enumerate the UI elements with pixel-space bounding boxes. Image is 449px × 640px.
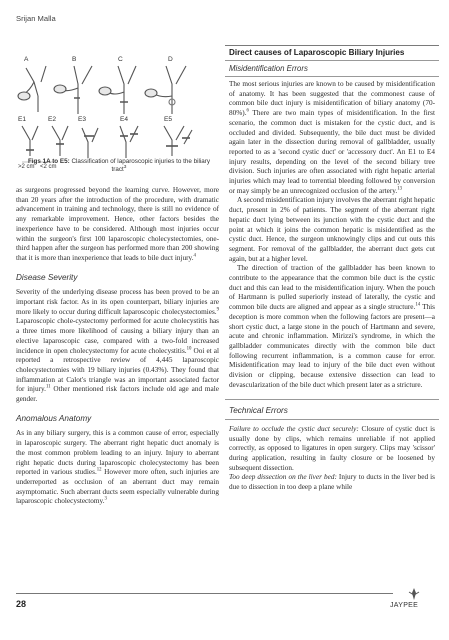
paragraph-text: As in any biliary surgery, this is a common cause of error, especially in laparoscopic surgery. The aberrant right hepatic duct anomaly is the most common problem leading to an injury. Injury to aberrant right hepatic ducts during laparoscopic cholecystectomy has been reported in various studies. — [16, 429, 219, 477]
paragraph — [229, 425, 435, 474]
section-title: Direct causes of Laparoscopic Biliary Injuries — [229, 48, 405, 57]
paragraph-lead-in: Failure to occlude the cystic duct securely: — [229, 424, 359, 433]
section-heading-anomalous-anatomy: Anomalous Anatomy — [16, 413, 92, 423]
paragraph-text: Severity of the underlying disease process has been proved to be an important risk factor. As in its open counterpart, biliary injuries are more likely to occur during difficult laparoscopic cholecystectomies. — [16, 288, 219, 316]
paragraph — [229, 473, 435, 492]
section-rule — [225, 419, 439, 420]
running-header-author: Srijan Malla — [16, 14, 56, 23]
figure-caption-text: Classification of laparoscopic injuries to the biliary tract — [69, 158, 211, 174]
section-rule — [225, 60, 439, 61]
section-rule — [225, 399, 439, 400]
right-column — [229, 80, 435, 493]
citation-ref: 6 — [246, 108, 249, 114]
paragraph — [229, 196, 435, 264]
paragraph-lead-in: Too deep dissection on the liver bed: — [229, 473, 337, 482]
figure-caption — [26, 158, 212, 175]
figure-distance-label: >2 cm — [18, 164, 35, 170]
citation-ref: 10 — [186, 346, 192, 352]
subsection-title: Misidentification Errors — [229, 64, 308, 73]
publisher-name: JAYPEE — [390, 602, 419, 609]
figure-panel-label: E1 — [18, 116, 27, 123]
publisher-logo-icon — [406, 587, 422, 601]
figure-illustration — [16, 52, 220, 197]
left-column — [16, 186, 219, 507]
citation-ref: 12 — [96, 467, 102, 473]
footer-rule — [16, 593, 393, 594]
paragraph-text: The most serious injuries are known to be caused by misidentification of anatomy. It has been suggested that the commonest cause of common bile duct injury is misidentification of biliary anatomy (70-80%). — [229, 80, 435, 118]
section-rule — [225, 76, 439, 77]
citation-ref: 14 — [415, 302, 421, 308]
figure-biliary-injury-classification — [16, 52, 220, 197]
citation-ref: 9 — [216, 307, 219, 313]
paragraph-text: Other mentioned risk factors include old age and male gender. — [16, 385, 219, 404]
citation-ref: 3 — [104, 496, 107, 502]
paragraph — [229, 264, 435, 390]
paragraph-text: Laparoscopic chole-cystectomy performed for acute cholecystitis has a three times more likelihood of causing a biliary injury than an elective laparoscopic case, compared with a two-fold increased incidence in open cholecystectomy for acute cholecystitis. — [16, 317, 219, 355]
figure-panel-label: A — [24, 56, 29, 63]
figure-panel-label: D — [168, 56, 173, 63]
paragraph-text: Injury to ducts in the liver bed is due to dissection in too deep a plane while — [229, 473, 436, 492]
section-heading-disease-severity: Disease Severity — [16, 272, 78, 282]
figure-caption-number: Figs 1A to E5: — [27, 158, 70, 165]
paragraph-text: However more often, such injuries are underreported as occlusion of an aberrant duct may remain asymptomatic. Such aberrant ducts seem especially vulnerable during laparoscopic cholecystectomy. — [16, 468, 219, 506]
citation-ref: 11 — [45, 384, 51, 390]
paragraph — [16, 288, 219, 404]
citation-ref: 13 — [397, 186, 403, 192]
figure-panel-label: E5 — [164, 116, 173, 123]
paragraph-text: The direction of traction of the gallbladder has been known to contribute to the appearance that the common bile duct is the cystic duct and this can lead to the misidentification injury. When the pouch of Hartmann is pulled superiorly instead of laterally, the cystic and common bile ducts are aligned and appear as a single structure. — [229, 264, 435, 312]
paragraph-text: Ooi et al reported a retrospective review of 4,445 laparoscopic cholecystectomies with 19 biliary injuries (0.43%). They found that inflammation at Calot's triangle was an important associated factor for injury. — [16, 346, 220, 394]
figure-panel-label: E3 — [78, 116, 87, 123]
paragraph-text: This deception is more common when the following factors are present—a short cystic duct, a large stone in the pouch of Hartmann and severe, acute and chronic inflammation. Mirizzi's syndrome, in which the gallbladder communicates directly with the common bile duct following recurrent inflammation, is a common cause for error. Misidentification may lead to injury of the bile duct even without division or clipping, because extensive dissection can lead to devascularization of the bile duct which present later as a stricture. — [229, 303, 435, 389]
page-number: 28 — [16, 599, 27, 609]
paragraph-text: Closure of cystic duct is usually done by clips, which remains unreliable if not applied correctly, as opposed to ligatures in open surgery. Clips may 'scissor' during application, resulting in faulty closure or be loosened by subsequent dissection. — [229, 424, 435, 472]
paragraph-text: A second misidentification injury involves the aberrant right hepatic duct, present in 2% of patients. The segment of the aberrant right hepatic duct lying between its junction with the cystic duct and the point at which it joins the common hepatic is misidentified as the cystic duct. Hence, the surgeon unknowingly clips and cut outs this segment. For removal of the gallbladder, the aberrant duct gets cut again, but at a higher level. — [229, 196, 435, 263]
citation-ref: 3 — [123, 165, 127, 171]
figure-distance-label: <2 cm — [40, 164, 57, 170]
figure-panel-label: E2 — [48, 116, 57, 123]
figure-panel-label: E4 — [120, 116, 129, 123]
figure-panel-label: B — [72, 56, 77, 63]
paragraph — [16, 186, 219, 264]
paragraph-text: There are two main types of misidentification. In the first scenario, the common duct is mistaken for the cystic duct, and is occluded and divided. Subsequently, the bile duct must be divided again later in the dissection during removal of gallbladder, usually reported to as a 'second cystic duct' or 'accessory duct'. An E1 to E4 injury results, depending on the level of the second biliary tree division. Such injuries are often associated with right hepatic arterial injuries which may lead to torrential bleeding followed by conversion or may simply be an unrecognized occlusion of the artery. — [229, 109, 435, 195]
section-heading-technical-errors: Technical Errors — [229, 405, 288, 415]
figure-panel-label: C — [118, 56, 123, 63]
citation-ref: 4 — [193, 253, 196, 259]
section-rule — [225, 45, 439, 46]
paragraph — [229, 80, 435, 196]
paragraph — [16, 429, 219, 507]
paragraph-text: as surgeons progressed beyond the learning curve. However, more than 20 years after the introduction of the procedure, with dramatic advancement in training and technology, there is still no evidence of any remarkable improvement. Hence, other factors besides the inexperience have to be considered. Although most injuries occur within the surgeon's first 100 laparoscopic cholecystectomies, one-third happen after the surgeon has performed more than 200 showing that it is more than inexperience that leads to bile duct injury. — [16, 186, 219, 262]
